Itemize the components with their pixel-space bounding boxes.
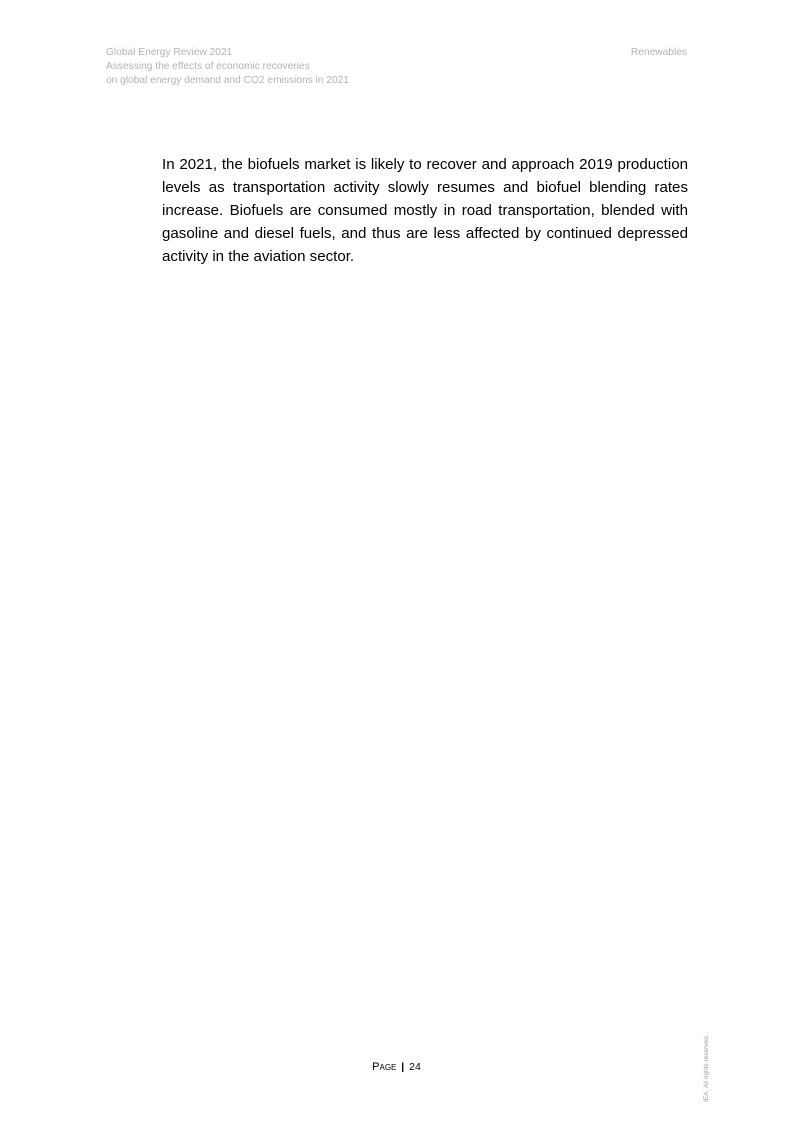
report-title: Global Energy Review 2021 — [106, 47, 233, 58]
page-separator: | — [401, 1061, 405, 1073]
page-label: Page — [372, 1061, 397, 1073]
body-paragraph: In 2021, the biofuels market is likely to recover and approach 2019 production levels as transportation activity slowly resumes and biofuel blending rates increase. Biofuels are consumed mostly in road transportation, blended with gasoline and diesel fuels, and thus are less affected by continued depressed activity in the aviation sector. — [162, 156, 688, 266]
report-subtitle-line-2: on global energy demand and CO2 emissions in 2021 — [106, 74, 349, 86]
document-header — [106, 46, 349, 87]
section-name: Renewables — [630, 47, 687, 58]
report-subtitle-line-1: Assessing the effects of economic recoveries — [106, 60, 310, 72]
copyright-notice: IEA. All rights reserved. — [703, 1034, 710, 1102]
page-number — [0, 1061, 793, 1073]
page-number-value: 24 — [409, 1061, 421, 1073]
